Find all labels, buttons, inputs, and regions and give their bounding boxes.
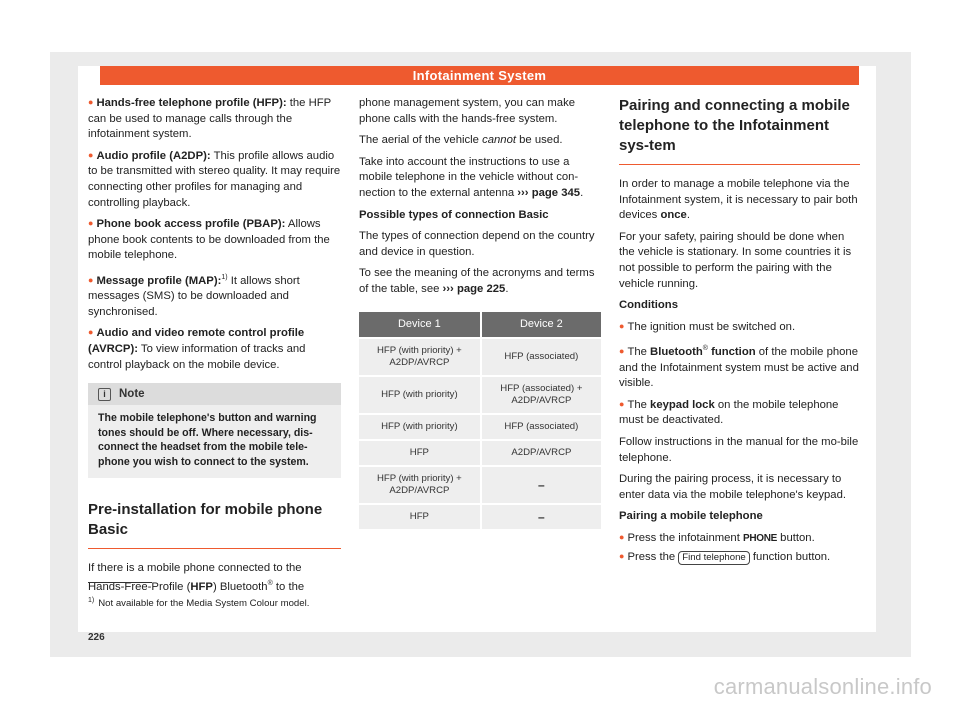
page-link-225[interactable]: ››› page 225 <box>442 282 506 295</box>
table-cell: HFP (with priority) <box>359 413 480 439</box>
table-header-device-2: Device 2 <box>480 312 601 337</box>
subheading-conditions: Conditions <box>619 299 678 312</box>
page-link-345[interactable]: ››› page 345 <box>517 186 581 199</box>
bullet-dot-icon: ● <box>619 346 625 357</box>
bullet-dot-icon: ● <box>88 149 94 160</box>
table-cell: HFP <box>359 503 480 529</box>
preinstall-intro: If there is a mobile phone connected to the Hands-Free-Profile (HFP) Bluetooth® to the <box>88 561 305 593</box>
condition-ignition: ● The ignition must be switched on. <box>619 320 796 333</box>
bullet-dot-icon: ● <box>88 218 94 229</box>
table-row <box>359 375 601 413</box>
bullet-dot-icon: ● <box>619 550 625 561</box>
paragraph: Follow instructions in the manual for the mo-bile telephone. <box>619 436 859 464</box>
subheading-pairing: Pairing a mobile telephone <box>619 510 763 523</box>
table-cell: HFP (with priority) + A2DP/AVRCP <box>359 337 480 375</box>
paragraph: The aerial of the vehicle cannot be used. <box>359 134 563 147</box>
table-row <box>359 413 601 439</box>
header-title: Infotainment System <box>100 66 859 85</box>
paragraph: Take into account the instructions to use a mobile telephone in the vehicle without con-nection to the external antenna ››› page 345. <box>359 155 584 199</box>
bullet-hfp: ● Hands-free telephone profile (HFP): the HFP can be used to manage calls through the infotainment system. <box>88 97 331 141</box>
table-row <box>359 465 601 503</box>
bullet-dot-icon: ● <box>619 532 625 543</box>
table-row <box>359 337 601 375</box>
table-cell: HFP (with priority) <box>359 375 480 413</box>
phone-button-label[interactable]: PHONE <box>742 533 778 545</box>
condition-keypad: ● The keypad lock on the mobile telephone must be deactivated. <box>619 398 839 427</box>
condition-bluetooth: ● The Bluetooth® function of the mobile phone and the Infotainment system must be active and visible. <box>619 345 859 390</box>
footnote: $^{1)}$ Not available for the Media System Colour model. <box>88 597 310 610</box>
table-cell: HFP (associated) <box>480 413 601 439</box>
paragraph: The types of connection depend on the country and device in question. <box>359 230 595 258</box>
bullet-dot-icon: ● <box>88 327 94 338</box>
connection-types-table <box>359 312 601 529</box>
step-phone-button: ● Press the infotainment PHONE button. <box>619 532 815 545</box>
paragraph: To see the meaning of the acronyms and terms of the table, see ››› page 225. <box>359 267 595 295</box>
subheading-connection-types: Possible types of connection Basic <box>359 208 549 221</box>
page-number: 226 <box>88 632 105 643</box>
paragraph: In order to manage a mobile telephone via the Infotainment system, it is necessary to pair both devices once. <box>619 178 858 222</box>
table-row <box>359 503 601 529</box>
table-row <box>359 439 601 465</box>
table-cell: – <box>480 503 601 529</box>
paragraph: phone management system, you can make phone calls with the hands-free system. <box>359 97 576 125</box>
step-find-telephone: ● Press the Find telephone function button. <box>619 550 831 563</box>
section-title-pairing: Pairing and connecting a mobile telephone to the Infotainment sys-tem <box>619 96 860 165</box>
watermark: carmanualsonline.info <box>713 674 932 699</box>
section-title-preinstallation: Pre-installation for mobile phone Basic <box>88 500 341 549</box>
column-left <box>88 96 341 602</box>
bullet-pbap: ● Phone book access profile (PBAP): Allows phone book contents to be downloaded from the mobile telephone. <box>88 218 330 262</box>
table-cell: – <box>480 465 601 503</box>
note-body: The mobile telephone's button and warning tones should be off. Where necessary, dis-connect the headset from the mobile tele-phone you wish to connect to the system. <box>98 412 317 469</box>
find-telephone-button[interactable]: Find telephone <box>678 551 749 565</box>
bullet-dot-icon: ● <box>619 320 625 331</box>
paragraph: For your safety, pairing should be done when the vehicle is stationary. In some countries it is not possible to perform the pairing with the vehicle running. <box>619 230 852 290</box>
bullet-dot-icon: ● <box>619 398 625 409</box>
table-cell: A2DP/AVRCP <box>480 439 601 465</box>
table-cell: HFP (associated) <box>480 337 601 375</box>
table-cell: HFP <box>359 439 480 465</box>
info-icon: i <box>98 388 111 401</box>
column-middle <box>359 96 601 529</box>
bullet-map: ● Message profile (MAP):$^{1)}$ It allows short messages (SMS) to be downloaded and synchronised. <box>88 273 300 318</box>
note-header: i Note <box>88 383 341 405</box>
bullet-a2dp: ● Audio profile (A2DP): This profile allows audio to be transmitted with stereo quality. It may require connecting other profiles for managing and controlling playback. <box>88 149 341 209</box>
table-cell: HFP (with priority) + A2DP/AVRCP <box>359 465 480 503</box>
note-box <box>88 383 341 477</box>
paragraph: During the pairing process, it is necessary to enter data via the mobile telephone's keypad. <box>619 473 846 501</box>
bullet-dot-icon: ● <box>88 274 94 285</box>
table-cell: HFP (associated) + A2DP/AVRCP <box>480 375 601 413</box>
bullet-dot-icon: ● <box>88 97 94 107</box>
bullet-avrcp: ● Audio and video remote control profile (AVRCP): To view information of tracks and control playback on the mobile device. <box>88 327 306 371</box>
table-header-device-1: Device 1 <box>359 312 480 337</box>
footnote-divider <box>88 582 152 583</box>
column-right <box>619 96 860 571</box>
